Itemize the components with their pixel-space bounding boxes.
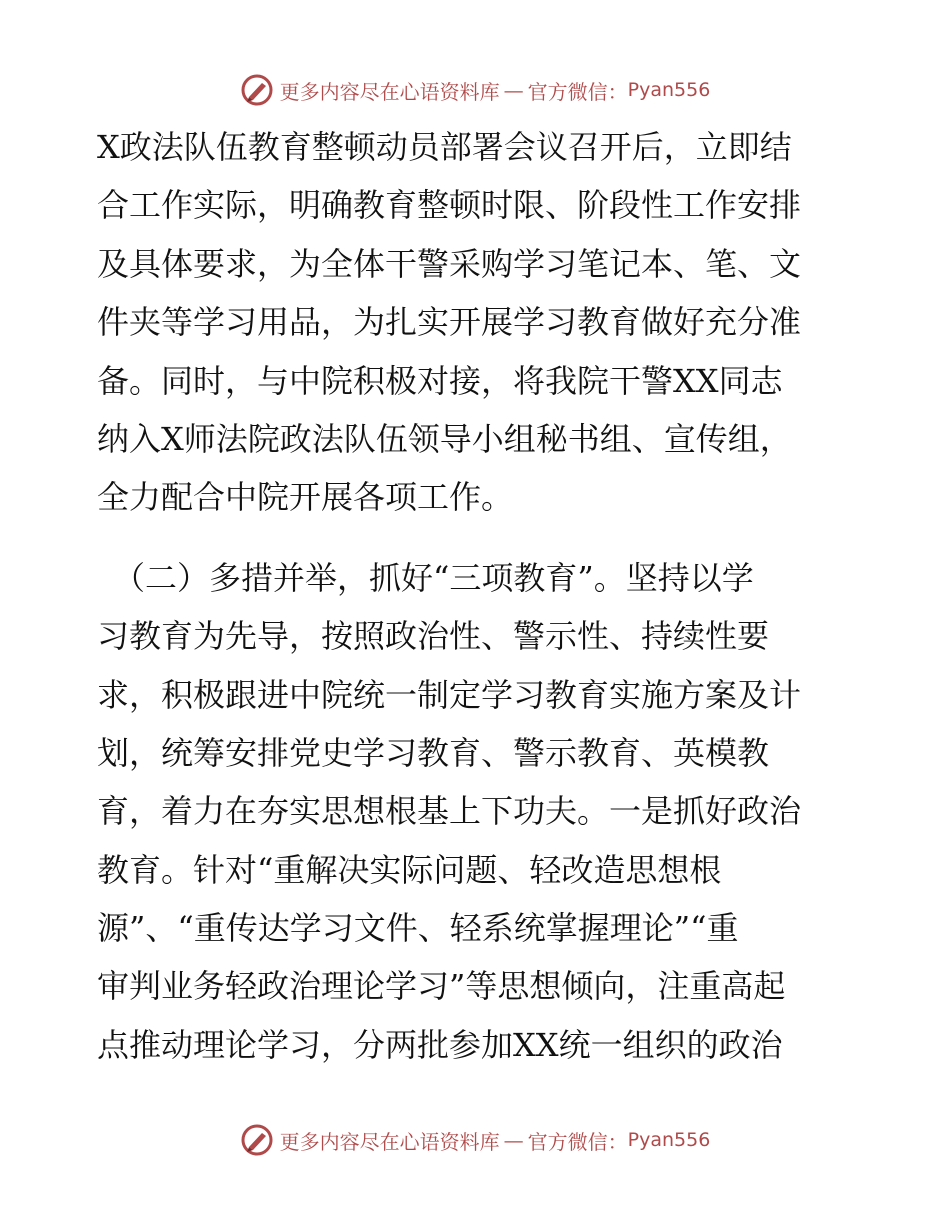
paragraph-1: [97, 118, 857, 527]
watermark-site-name: 更多内容尽在心语资料库: [279, 1129, 500, 1154]
footer-watermark: [0, 1120, 950, 1160]
text-line: 求，积极跟进中院统一制定学习教育实施方案及计: [97, 675, 802, 714]
text-line: 备。同时，与中院积极对接，将我院干警XX同志: [97, 361, 783, 400]
text-line: 及具体要求，为全体干警采购学习笔记本、笔、文: [97, 244, 802, 283]
watermark-separator: —: [503, 78, 524, 102]
seal-pen-logo-icon: [240, 73, 274, 107]
text-line: 育，着力在夯实思想根基上下功夫。一是抓好政治: [97, 792, 802, 831]
text-line: 全力配合中院开展各项工作。: [97, 478, 514, 517]
watermark-site-name: 更多内容尽在心语资料库: [279, 79, 500, 104]
watermark-handle: Pyan556: [627, 79, 711, 101]
text-line: 审判业务轻政治理论学习”等思想倾向，注重高起: [97, 967, 786, 1006]
section-heading-line: （二）多措并举，抓好“三项教育”。坚持以学: [113, 558, 754, 597]
watermark-handle: Pyan556: [627, 1129, 711, 1151]
text-line: X政法队伍教育整顿动员部署会议召开后，立即结: [97, 128, 792, 166]
text-line: 合工作实际，明确教育整顿时限、阶段性工作安排: [97, 186, 802, 225]
header-watermark: [0, 70, 950, 110]
text-line: 件夹等学习用品，为扎实开展学习教育做好充分准: [97, 303, 802, 342]
watermark-label: 官方微信：: [527, 1129, 628, 1154]
watermark-separator: —: [503, 1128, 524, 1152]
watermark-label: 官方微信：: [527, 79, 628, 104]
seal-pen-logo-icon: [240, 1123, 274, 1157]
text-line: 点推动理论学习，分两批参加XX统一组织的政治: [97, 1025, 783, 1064]
text-line: 纳入X师法院政法队伍领导小组秘书组、宣传组，: [97, 419, 792, 458]
text-line: 划，统筹安排党史学习教育、警示教育、英模教: [97, 733, 770, 772]
paragraph-gap: [97, 527, 857, 549]
text-line: 源”、“重传达学习文件、轻系统掌握理论”“重: [97, 909, 739, 948]
paragraph-2: [97, 549, 857, 1075]
text-line: 习教育为先导，按照政治性、警示性、持续性要: [97, 617, 770, 656]
document-body: [97, 118, 857, 1074]
text-line: 教育。针对“重解决实际问题、轻改造思想根: [97, 850, 722, 889]
